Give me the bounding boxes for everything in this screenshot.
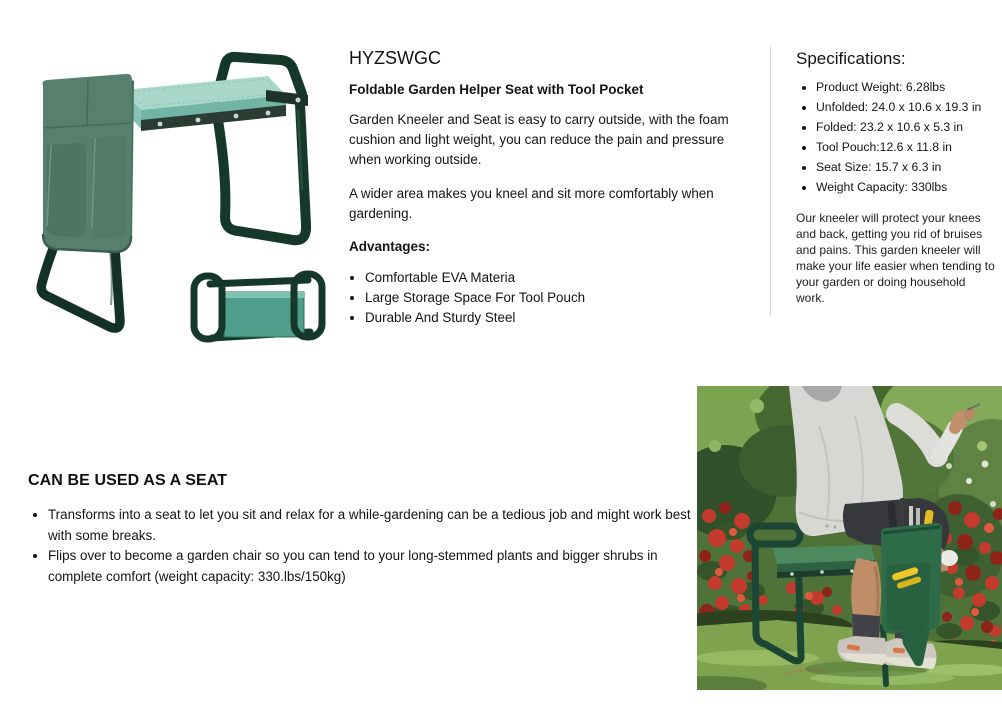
seat-usage-section [28,470,700,587]
kneeler-tool-pouch [43,74,135,252]
advantage-item: • Durable And Sturdy Steel [365,308,746,328]
product-subtitle: Foldable Garden Helper Seat with Tool Pocket [349,82,644,97]
spec-item: • Product Weight: 6.28lbs [816,77,1002,97]
product-info-column [349,47,746,328]
specifications-column [796,48,1002,306]
kneeler-seat-cushion [123,76,308,131]
spec-item: • Folded: 23.2 x 10.6 x 5.3 in [816,117,1002,137]
spec-item: • Seat Size: 15.7 x 6.3 in [816,157,1002,177]
seat-section-heading: CAN BE USED AS A SEAT [28,472,228,489]
advantages-list [349,268,746,328]
specifications-heading: Specifications: [796,49,906,68]
vertical-divider [770,46,771,316]
seat-section-list [28,505,700,587]
product-paragraph-1: Garden Kneeler and Seat is easy to carry outside, with the foam cushion and light weight, you can reduce the pain and pressure when working outside. [349,112,729,167]
product-title: HYZSWGC [349,48,441,68]
spec-item: • Tool Pouch:12.6 x 11.8 in [816,137,1002,157]
product-image-kneeler [10,40,340,350]
advantage-item: • Comfortable EVA Materia [365,268,746,288]
advantage-item: • Large Storage Space For Tool Pouch [365,288,746,308]
advantages-heading: Advantages: [349,239,431,254]
kneeler-folded-view [194,274,322,339]
seat-bullet: • Flips over to become a garden chair so you can tend to your long-stemmed plants and bigger shrubs in complete comfort (weight capacity: 330.lbs/150kg) [48,546,700,587]
spec-item: • Unfolded: 24.0 x 10.6 x 19.3 in [816,97,1002,117]
lifestyle-image-person-sitting [697,386,1002,690]
product-paragraph-2: A wider area makes you kneel and sit more comfortably when gardening. [349,186,714,221]
seat-bullet: • Transforms into a seat to let you sit and relax for a while-gardening can be a tedious job and might work best with some breaks. [48,505,700,546]
specifications-note: Our kneeler will protect your knees and back, getting you rid of bruises and pains. This garden kneeler will make your life easier when tending to your garden or doing household work. [796,211,995,305]
spec-item: • Weight Capacity: 330lbs [816,177,1002,197]
specifications-list [796,77,1002,197]
